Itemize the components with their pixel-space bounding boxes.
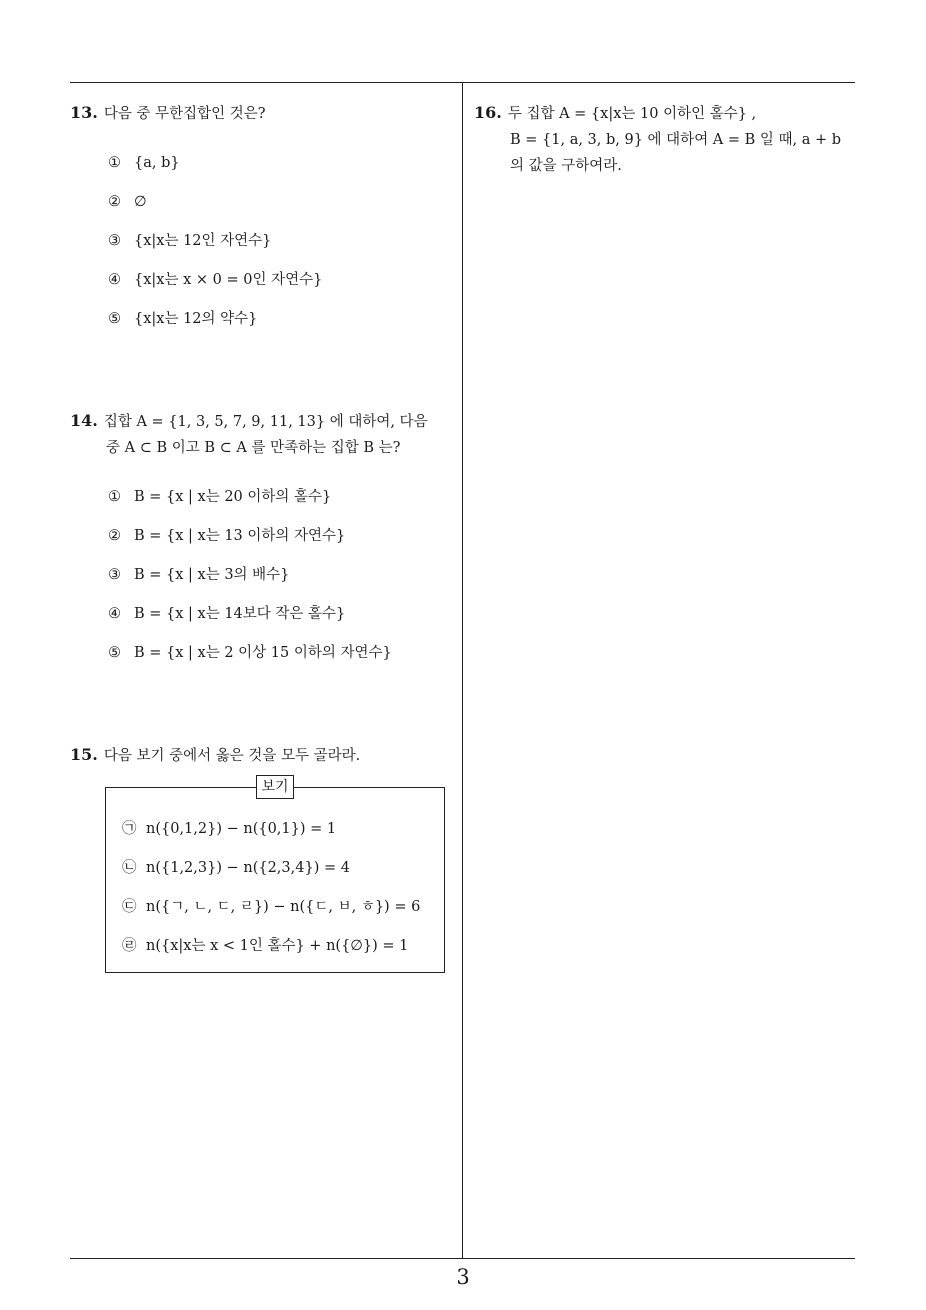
question-14-number: 14. bbox=[70, 411, 98, 430]
bogi-item-2[interactable] bbox=[122, 857, 420, 896]
question-15-text: 다음 보기 중에서 옳은 것을 모두 골라라. bbox=[103, 748, 361, 764]
choice-13-2[interactable] bbox=[108, 191, 322, 230]
bogi-text: n({x|x는 x < 1인 홀수} + n({∅}) = 1 bbox=[146, 938, 409, 954]
choice-13-1[interactable] bbox=[108, 152, 322, 191]
choice-mark: ① bbox=[108, 489, 121, 505]
bogi-items bbox=[122, 818, 420, 974]
question-13-text: 다음 중 무한집합인 것은? bbox=[103, 106, 266, 122]
choice-mark: ② bbox=[108, 194, 121, 210]
question-15-number: 15. bbox=[70, 745, 98, 764]
choice-mark: ① bbox=[108, 155, 121, 171]
choice-14-3[interactable] bbox=[108, 564, 392, 603]
question-16-line3: 의 값을 구하여라. bbox=[510, 158, 622, 174]
bogi-mark: ㉢ bbox=[122, 899, 137, 915]
choice-mark: ④ bbox=[108, 606, 121, 622]
choice-text: B = {x | x는 14보다 작은 홀수} bbox=[134, 606, 346, 622]
bogi-text: n({ㄱ, ㄴ, ㄷ, ㄹ}) − n({ㄷ, ㅂ, ㅎ}) = 6 bbox=[146, 899, 421, 915]
bottom-rule bbox=[70, 1258, 855, 1259]
page-number: 3 bbox=[456, 1265, 470, 1289]
question-13-number: 13. bbox=[70, 103, 98, 122]
choice-text: {x|x는 12의 약수} bbox=[134, 311, 258, 327]
bogi-mark: ㉣ bbox=[122, 938, 137, 954]
choice-text: ∅ bbox=[134, 194, 147, 210]
choice-mark: ③ bbox=[108, 233, 121, 249]
column-divider bbox=[462, 82, 463, 1258]
choice-14-4[interactable] bbox=[108, 603, 392, 642]
bogi-mark: ㉠ bbox=[122, 821, 137, 837]
bogi-item-1[interactable] bbox=[122, 818, 420, 857]
choice-text: {a, b} bbox=[134, 155, 180, 171]
question-14 bbox=[70, 408, 428, 461]
choice-text: B = {x | x는 3의 배수} bbox=[134, 567, 290, 583]
choice-text: B = {x | x는 13 이하의 자연수} bbox=[134, 528, 346, 544]
choice-mark: ⑤ bbox=[108, 645, 121, 661]
choice-14-2[interactable] bbox=[108, 525, 392, 564]
question-16-number: 16. bbox=[474, 103, 502, 122]
choice-text: B = {x | x는 2 이상 15 이하의 자연수} bbox=[134, 645, 392, 661]
question-14-line2: 중 A ⊂ B 이고 B ⊂ A 를 만족하는 집합 B 는? bbox=[106, 440, 401, 456]
question-14-choices bbox=[108, 486, 392, 681]
question-16-line1: 두 집합 A = {x|x는 10 이하인 홀수} , bbox=[507, 106, 757, 122]
choice-mark: ② bbox=[108, 528, 121, 544]
question-16-line2: B = {1, a, 3, b, 9} 에 대하여 A = B 일 때, a + b bbox=[510, 132, 842, 148]
bogi-text: n({1,2,3}) − n({2,3,4}) = 4 bbox=[146, 860, 350, 876]
choice-text: {x|x는 x × 0 = 0인 자연수} bbox=[134, 272, 323, 288]
bogi-item-3[interactable] bbox=[122, 896, 420, 935]
choice-13-3[interactable] bbox=[108, 230, 322, 269]
choice-13-5[interactable] bbox=[108, 308, 322, 347]
question-14-line1: 집합 A = {1, 3, 5, 7, 9, 11, 13} 에 대하여, 다음 bbox=[103, 414, 428, 430]
question-13-choices bbox=[108, 152, 322, 347]
choice-text: {x|x는 12인 자연수} bbox=[134, 233, 272, 249]
bogi-mark: ㉡ bbox=[122, 860, 137, 876]
question-15 bbox=[70, 742, 360, 769]
bogi-item-4[interactable] bbox=[122, 935, 420, 974]
bogi-text: n({0,1,2}) − n({0,1}) = 1 bbox=[146, 821, 337, 837]
bogi-label: 보기 bbox=[256, 775, 294, 799]
choice-14-5[interactable] bbox=[108, 642, 392, 681]
choice-mark: ⑤ bbox=[108, 311, 121, 327]
choice-13-4[interactable] bbox=[108, 269, 322, 308]
question-13 bbox=[70, 100, 266, 127]
choice-14-1[interactable] bbox=[108, 486, 392, 525]
choice-mark: ③ bbox=[108, 567, 121, 583]
choice-mark: ④ bbox=[108, 272, 121, 288]
question-16 bbox=[474, 100, 841, 179]
choice-text: B = {x | x는 20 이하의 홀수} bbox=[134, 489, 332, 505]
